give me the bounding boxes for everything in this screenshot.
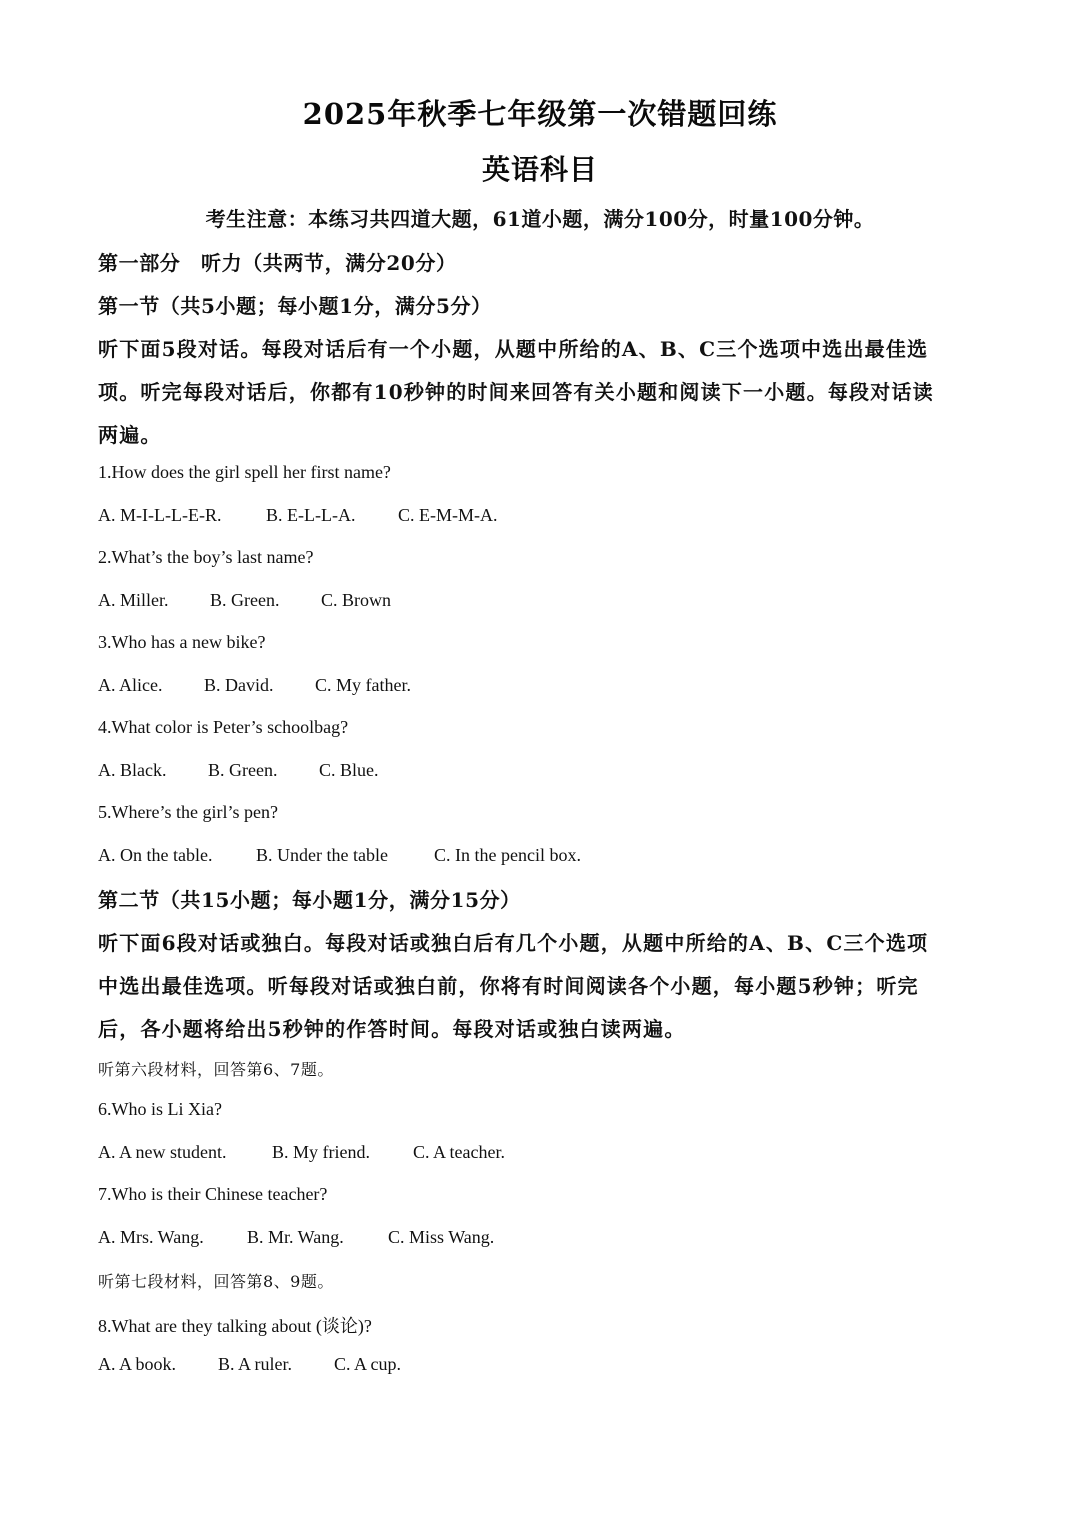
option-c: C. Brown xyxy=(321,590,392,610)
option-b: B. Green. xyxy=(208,760,278,780)
option-a: A. Miller. xyxy=(98,590,169,610)
option-b: B. A ruler. xyxy=(218,1354,293,1374)
question-2: 2.What’s the boy’s last name? xyxy=(98,547,314,567)
option-c: C. A cup. xyxy=(334,1354,402,1374)
option-a: A. Black. xyxy=(98,760,167,780)
section2-instruction-line: 后，各小题将给出5秒钟的作答时间。每段对话或独白读两遍。 xyxy=(98,1017,686,1041)
question-7: 7.Who is their Chinese teacher? xyxy=(98,1184,328,1204)
question-6: 6.Who is Li Xia? xyxy=(98,1099,222,1119)
option-a: A. A book. xyxy=(98,1354,177,1374)
option-a: A. Alice. xyxy=(98,675,163,695)
option-c: C. My father. xyxy=(315,675,411,695)
option-a: A. M-I-L-L-E-R. xyxy=(98,505,222,525)
option-c: C. Blue. xyxy=(319,760,379,780)
option-b: B. Green. xyxy=(210,590,280,610)
option-a: A. A new student. xyxy=(98,1142,227,1162)
exam-title: 2025年秋季七年级第一次错题回练 xyxy=(302,97,778,131)
question-3: 3.Who has a new bike? xyxy=(98,632,266,652)
option-b: B. David. xyxy=(204,675,274,695)
option-c: C. Miss Wang. xyxy=(388,1227,495,1247)
material-7-note: 听第七段材料，回答第8、9题。 xyxy=(98,1272,334,1291)
question-4: 4.What color is Peter’s schoolbag? xyxy=(98,717,349,737)
section2-instruction-line: 中选出最佳选项。听每段对话或独白前，你将有时间阅读各个小题，每小题5秒钟；听完 xyxy=(98,974,919,998)
question-5: 5.Where’s the girl’s pen? xyxy=(98,802,278,822)
option-c: C. A teacher. xyxy=(413,1142,505,1162)
option-a: A. Mrs. Wang. xyxy=(98,1227,204,1247)
section1-instruction-line: 两遍。 xyxy=(98,423,162,447)
question-8: 8.What are they talking about (谈论)? xyxy=(98,1316,372,1336)
option-b: B. Under the table xyxy=(256,845,388,865)
section1-instruction-line: 听下面5段对话。每段对话后有一个小题，从题中所给的A、B、C三个选项中选出最佳选 xyxy=(98,337,929,361)
option-a: A. On the table. xyxy=(98,845,213,865)
material-6-note: 听第六段材料，回答第6、7题。 xyxy=(98,1060,334,1079)
part1-heading: 第一部分 听力（共两节，满分20分） xyxy=(98,251,457,275)
option-c: C. E-M-M-A. xyxy=(398,505,498,525)
option-c: C. In the pencil box. xyxy=(434,845,581,865)
option-b: B. Mr. Wang. xyxy=(247,1227,344,1247)
subject-title: 英语科目 xyxy=(481,153,598,186)
section1-heading: 第一节（共5小题；每小题1分，满分5分） xyxy=(98,294,492,318)
section2-heading: 第二节（共15小题；每小题1分，满分15分） xyxy=(98,888,521,912)
section2-instruction-line: 听下面6段对话或独白。每段对话或独白后有几个小题，从题中所给的A、B、C三个选项 xyxy=(98,931,929,955)
section1-instruction-line: 项。听完每段对话后，你都有10秒钟的时间来回答有关小题和阅读下一小题。每段对话读 xyxy=(98,380,934,404)
option-b: B. My friend. xyxy=(272,1142,370,1162)
exam-notice: 考生注意：本练习共四道大题，61道小题，满分100分，时量100分钟。 xyxy=(205,207,875,231)
question-1: 1.How does the girl spell her first name? xyxy=(98,462,391,482)
option-b: B. E-L-L-A. xyxy=(266,505,356,525)
